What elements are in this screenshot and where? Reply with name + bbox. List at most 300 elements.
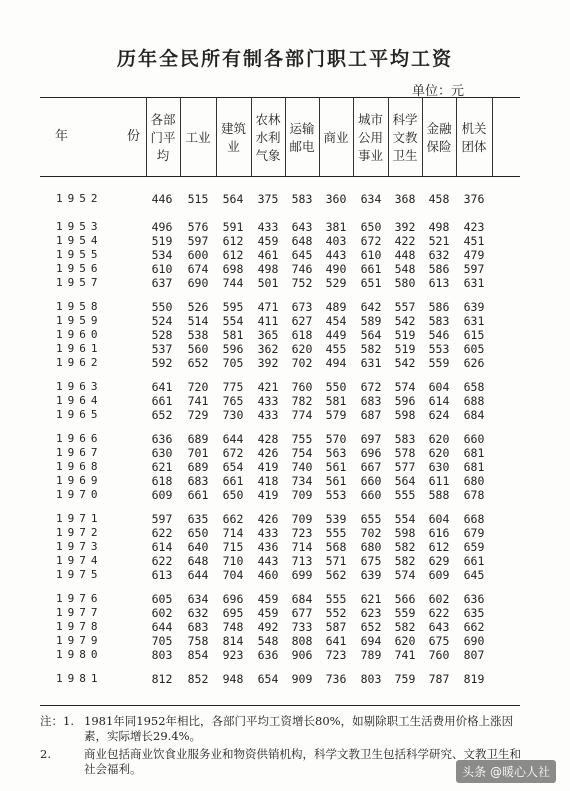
value-cell: 459 — [257, 606, 279, 620]
value-cell: 602 — [151, 606, 173, 620]
value-cell: 605 — [463, 342, 485, 356]
value-cell: 566 — [394, 592, 416, 606]
value-cell: 562 — [325, 568, 347, 582]
value-cell: 906 — [291, 648, 313, 662]
value-cell: 519 — [394, 342, 416, 356]
value-cell: 948 — [222, 672, 244, 686]
value-cell: 471 — [257, 300, 279, 314]
value-cell: 648 — [291, 234, 313, 248]
value-cell: 623 — [360, 606, 382, 620]
value-cell: 675 — [428, 634, 450, 648]
column-header-line: 机关 — [461, 121, 487, 136]
value-cell: 563 — [325, 446, 347, 460]
year-cell: 1952 — [56, 192, 103, 205]
value-cell: 612 — [222, 234, 244, 248]
value-cell: 461 — [257, 248, 279, 262]
value-cell: 598 — [394, 526, 416, 540]
year-cell: 1961 — [56, 342, 103, 355]
value-cell: 426 — [257, 446, 279, 460]
value-cell: 635 — [463, 606, 485, 620]
value-cell: 553 — [325, 488, 347, 502]
top-rule — [40, 97, 520, 98]
value-cell: 613 — [151, 568, 173, 582]
value-cell: 683 — [360, 394, 382, 408]
value-cell: 713 — [291, 554, 313, 568]
value-cell: 624 — [428, 408, 450, 422]
value-cell: 455 — [325, 342, 347, 356]
table-row — [0, 328, 570, 342]
table-row — [0, 620, 570, 634]
year-cell: 1965 — [56, 408, 103, 421]
value-cell: 418 — [257, 474, 279, 488]
column-header — [388, 103, 422, 173]
year-cell: 1979 — [56, 634, 103, 647]
year-cell: 1976 — [56, 592, 103, 605]
table-row — [0, 512, 570, 526]
year-cell: 1954 — [56, 234, 103, 247]
column-header-line: 业 — [227, 139, 240, 154]
value-cell: 592 — [151, 356, 173, 370]
year-cell: 1957 — [56, 276, 103, 289]
value-cell: 571 — [325, 554, 347, 568]
column-header — [456, 103, 492, 173]
value-cell: 789 — [360, 648, 382, 662]
value-cell: 557 — [394, 300, 416, 314]
value-cell: 622 — [428, 606, 450, 620]
table-row — [0, 394, 570, 408]
value-cell: 807 — [463, 648, 485, 662]
value-cell: 446 — [151, 192, 173, 206]
value-cell: 655 — [360, 512, 382, 526]
value-cell: 365 — [257, 328, 279, 342]
column-header-line: 团体 — [461, 139, 487, 154]
value-cell: 668 — [463, 512, 485, 526]
table-row — [0, 474, 570, 488]
value-cell: 612 — [222, 248, 244, 262]
value-cell: 600 — [187, 248, 209, 262]
value-cell: 672 — [360, 380, 382, 394]
value-cell: 698 — [222, 262, 244, 276]
table-row — [0, 568, 570, 582]
value-cell: 696 — [222, 592, 244, 606]
value-cell: 746 — [291, 262, 313, 276]
value-cell: 782 — [291, 394, 313, 408]
value-cell: 555 — [325, 526, 347, 540]
year-cell: 1970 — [56, 488, 103, 501]
year-cell: 1966 — [56, 432, 103, 445]
column-header-line: 金融 — [426, 121, 452, 136]
value-cell: 604 — [428, 512, 450, 526]
value-cell: 392 — [394, 220, 416, 234]
value-cell: 636 — [151, 432, 173, 446]
value-cell: 559 — [428, 356, 450, 370]
value-cell: 660 — [463, 432, 485, 446]
value-cell: 775 — [222, 380, 244, 394]
year-cell: 1980 — [56, 648, 103, 661]
value-cell: 392 — [257, 356, 279, 370]
value-cell: 622 — [151, 554, 173, 568]
table-row — [0, 526, 570, 540]
value-cell: 852 — [187, 672, 209, 686]
value-cell: 709 — [291, 512, 313, 526]
value-cell: 672 — [360, 234, 382, 248]
value-cell: 636 — [257, 648, 279, 662]
column-header — [285, 103, 319, 173]
value-cell: 583 — [394, 432, 416, 446]
value-cell: 679 — [463, 526, 485, 540]
value-cell: 740 — [291, 460, 313, 474]
value-cell: 705 — [151, 634, 173, 648]
value-cell: 661 — [222, 474, 244, 488]
value-cell: 661 — [463, 554, 485, 568]
year-cell: 1977 — [56, 606, 103, 619]
value-cell: 710 — [222, 554, 244, 568]
table-row — [0, 488, 570, 502]
value-cell: 620 — [291, 342, 313, 356]
value-cell: 561 — [325, 460, 347, 474]
value-cell: 654 — [222, 460, 244, 474]
value-cell: 677 — [291, 606, 313, 620]
value-cell: 596 — [222, 342, 244, 356]
value-cell: 641 — [325, 634, 347, 648]
column-header-line: 各部 — [150, 112, 176, 127]
value-cell: 621 — [151, 460, 173, 474]
column-header — [319, 103, 353, 173]
value-cell: 705 — [222, 356, 244, 370]
value-cell: 681 — [463, 460, 485, 474]
value-cell: 659 — [463, 540, 485, 554]
value-cell: 689 — [187, 460, 209, 474]
value-cell: 704 — [222, 568, 244, 582]
value-cell: 570 — [325, 432, 347, 446]
value-cell: 550 — [151, 300, 173, 314]
value-cell: 583 — [291, 192, 313, 206]
value-cell: 426 — [257, 512, 279, 526]
value-cell: 661 — [187, 488, 209, 502]
value-cell: 636 — [463, 592, 485, 606]
value-cell: 648 — [187, 554, 209, 568]
value-cell: 680 — [360, 540, 382, 554]
value-cell: 631 — [463, 314, 485, 328]
year-cell: 1953 — [56, 220, 103, 233]
value-cell: 492 — [257, 620, 279, 634]
table-row — [0, 220, 570, 234]
column-header — [180, 103, 216, 173]
table-row — [0, 314, 570, 328]
table-row — [0, 648, 570, 662]
value-cell: 736 — [325, 672, 347, 686]
value-cell: 634 — [187, 592, 209, 606]
value-cell: 451 — [463, 234, 485, 248]
value-cell: 803 — [360, 672, 382, 686]
value-cell: 620 — [428, 432, 450, 446]
value-cell: 678 — [463, 488, 485, 502]
value-cell: 621 — [360, 592, 382, 606]
value-cell: 699 — [291, 568, 313, 582]
year-cell: 1975 — [56, 568, 103, 581]
value-cell: 577 — [394, 460, 416, 474]
table-row — [0, 234, 570, 248]
value-cell: 589 — [360, 314, 382, 328]
value-cell: 597 — [187, 234, 209, 248]
value-cell: 597 — [151, 512, 173, 526]
value-cell: 681 — [463, 446, 485, 460]
value-cell: 519 — [394, 328, 416, 342]
column-header — [353, 103, 388, 173]
value-cell: 723 — [291, 526, 313, 540]
value-cell: 582 — [394, 620, 416, 634]
value-cell: 362 — [257, 342, 279, 356]
value-cell: 548 — [257, 634, 279, 648]
value-cell: 534 — [151, 248, 173, 262]
value-cell: 694 — [360, 634, 382, 648]
value-cell: 715 — [222, 540, 244, 554]
value-cell: 458 — [428, 192, 450, 206]
value-cell: 618 — [291, 328, 313, 342]
value-cell: 652 — [360, 620, 382, 634]
value-cell: 376 — [463, 192, 485, 206]
year-cell: 1967 — [56, 446, 103, 459]
year-cell: 1972 — [56, 526, 103, 539]
value-cell: 675 — [360, 554, 382, 568]
value-cell: 654 — [257, 672, 279, 686]
table-row — [0, 342, 570, 356]
table-row — [0, 432, 570, 446]
value-cell: 661 — [360, 262, 382, 276]
value-cell: 428 — [257, 432, 279, 446]
value-cell: 581 — [325, 394, 347, 408]
value-cell: 360 — [325, 192, 347, 206]
value-cell: 637 — [151, 276, 173, 290]
value-cell: 538 — [187, 328, 209, 342]
value-cell: 660 — [360, 488, 382, 502]
value-cell: 614 — [428, 394, 450, 408]
value-cell: 680 — [463, 474, 485, 488]
value-cell: 528 — [151, 328, 173, 342]
value-cell: 630 — [428, 460, 450, 474]
value-cell: 596 — [394, 394, 416, 408]
year-cell: 1963 — [56, 380, 103, 393]
value-cell: 615 — [463, 328, 485, 342]
column-header-line: 水利 — [255, 130, 281, 145]
value-cell: 687 — [360, 408, 382, 422]
year-cell: 1962 — [56, 356, 103, 369]
value-cell: 581 — [222, 328, 244, 342]
column-header-line: 保险 — [426, 139, 452, 154]
bottom-rule — [40, 705, 520, 706]
value-cell: 662 — [463, 620, 485, 634]
value-cell: 626 — [463, 356, 485, 370]
year-cell: 1955 — [56, 248, 103, 261]
value-cell: 730 — [222, 408, 244, 422]
value-cell: 368 — [394, 192, 416, 206]
column-header — [251, 103, 285, 173]
value-cell: 542 — [394, 356, 416, 370]
value-cell: 421 — [257, 380, 279, 394]
value-cell: 604 — [428, 380, 450, 394]
value-cell: 667 — [360, 460, 382, 474]
value-cell: 423 — [463, 220, 485, 234]
value-cell: 620 — [394, 634, 416, 648]
column-header-line: 工业 — [185, 130, 211, 145]
value-cell: 812 — [151, 672, 173, 686]
value-cell: 479 — [463, 248, 485, 262]
footnote-1-text: 1981年同1952年相比，各部门平均工资增长80%，如剔除职工生活费用价格上涨因素，实际增长29.4%。 — [84, 714, 514, 743]
table-row — [0, 262, 570, 276]
table-row — [0, 276, 570, 290]
value-cell: 741 — [394, 648, 416, 662]
footnote-1-label: 注：1. — [40, 714, 74, 728]
value-cell: 754 — [291, 446, 313, 460]
table-row — [0, 408, 570, 422]
footnote-2-text: 商业包括商业饮食业服务业和物资供销机构，科学文教卫生包括科学研究、文教卫生和社会福利。 — [84, 747, 521, 776]
value-cell: 583 — [428, 314, 450, 328]
value-cell: 582 — [394, 554, 416, 568]
column-header-line: 邮电 — [289, 139, 315, 154]
value-cell: 580 — [394, 276, 416, 290]
value-cell: 672 — [222, 446, 244, 460]
column-header-line: 科学 — [392, 112, 418, 127]
value-cell: 574 — [394, 568, 416, 582]
value-cell: 521 — [428, 234, 450, 248]
value-cell: 576 — [187, 220, 209, 234]
value-cell: 610 — [360, 248, 382, 262]
value-cell: 595 — [222, 300, 244, 314]
value-cell: 560 — [187, 342, 209, 356]
table-row — [0, 460, 570, 474]
table-title: 历年全民所有制各部门职工平均工资 — [116, 48, 453, 70]
value-cell: 923 — [222, 648, 244, 662]
value-cell: 787 — [428, 672, 450, 686]
value-cell: 814 — [222, 634, 244, 648]
value-cell: 714 — [291, 540, 313, 554]
value-cell: 555 — [394, 488, 416, 502]
year-cell: 1971 — [56, 512, 103, 525]
value-cell: 620 — [428, 446, 450, 460]
value-cell: 419 — [257, 460, 279, 474]
column-header-line: 门平 — [150, 130, 176, 145]
value-cell: 683 — [187, 620, 209, 634]
value-cell: 611 — [428, 474, 450, 488]
year-cell: 1960 — [56, 328, 103, 341]
header-divider — [492, 97, 493, 176]
value-cell: 702 — [291, 356, 313, 370]
value-cell: 640 — [187, 540, 209, 554]
value-cell: 501 — [257, 276, 279, 290]
value-cell: 498 — [257, 262, 279, 276]
column-header-line: 运输 — [289, 121, 315, 136]
value-cell: 609 — [151, 488, 173, 502]
column-header-line: 卫生 — [392, 148, 418, 163]
table-row — [0, 356, 570, 370]
value-cell: 550 — [325, 380, 347, 394]
value-cell: 741 — [187, 394, 209, 408]
value-cell: 618 — [151, 474, 173, 488]
value-cell: 568 — [325, 540, 347, 554]
value-cell: 381 — [325, 220, 347, 234]
column-header — [146, 103, 180, 173]
value-cell: 658 — [463, 380, 485, 394]
value-cell: 644 — [151, 620, 173, 634]
value-cell: 548 — [394, 262, 416, 276]
value-cell: 443 — [257, 554, 279, 568]
value-cell: 553 — [428, 342, 450, 356]
value-cell: 702 — [360, 526, 382, 540]
column-header-line: 农林 — [255, 112, 281, 127]
value-cell: 696 — [360, 446, 382, 460]
value-cell: 546 — [428, 328, 450, 342]
value-cell: 645 — [291, 248, 313, 262]
value-cell: 650 — [222, 488, 244, 502]
value-cell: 661 — [151, 394, 173, 408]
value-cell: 375 — [257, 192, 279, 206]
value-cell: 803 — [151, 648, 173, 662]
column-header — [422, 103, 456, 173]
value-cell: 489 — [325, 300, 347, 314]
value-cell: 734 — [291, 474, 313, 488]
value-cell: 697 — [360, 432, 382, 446]
value-cell: 433 — [257, 394, 279, 408]
value-cell: 695 — [222, 606, 244, 620]
value-cell: 588 — [428, 488, 450, 502]
value-cell: 515 — [187, 192, 209, 206]
value-cell: 714 — [222, 526, 244, 540]
value-cell: 808 — [291, 634, 313, 648]
table-row — [0, 300, 570, 314]
value-cell: 760 — [428, 648, 450, 662]
value-cell: 490 — [325, 262, 347, 276]
value-cell: 591 — [222, 220, 244, 234]
column-header-line: 建筑 — [220, 121, 246, 136]
value-cell: 578 — [394, 446, 416, 460]
year-cell: 1974 — [56, 554, 103, 567]
column-header-line: 商业 — [323, 130, 349, 145]
value-cell: 433 — [257, 526, 279, 540]
column-header-line: 公用 — [357, 130, 383, 145]
value-cell: 639 — [463, 300, 485, 314]
value-cell: 819 — [463, 672, 485, 686]
table-row — [0, 380, 570, 394]
value-cell: 709 — [291, 488, 313, 502]
year-cell: 1958 — [56, 300, 103, 313]
value-cell: 598 — [394, 408, 416, 422]
value-cell: 652 — [151, 408, 173, 422]
value-cell: 645 — [463, 568, 485, 582]
unit-label: 单位：元 — [411, 84, 464, 99]
value-cell: 650 — [187, 526, 209, 540]
value-cell: 909 — [291, 672, 313, 686]
value-cell: 684 — [291, 592, 313, 606]
value-cell: 755 — [291, 432, 313, 446]
value-cell: 443 — [325, 248, 347, 262]
value-cell: 612 — [428, 540, 450, 554]
footnote-1 — [40, 714, 530, 744]
header-rule — [40, 176, 520, 177]
value-cell: 555 — [325, 592, 347, 606]
value-cell: 574 — [394, 380, 416, 394]
table-row — [0, 554, 570, 568]
column-header — [216, 103, 251, 173]
value-cell: 662 — [222, 512, 244, 526]
footnote-2-label: 2. — [40, 747, 51, 761]
table-row — [0, 606, 570, 620]
value-cell: 454 — [325, 314, 347, 328]
value-cell: 643 — [291, 220, 313, 234]
value-cell: 720 — [187, 380, 209, 394]
value-cell: 644 — [187, 568, 209, 582]
value-cell: 639 — [360, 568, 382, 582]
year-cell: 1964 — [56, 394, 103, 407]
